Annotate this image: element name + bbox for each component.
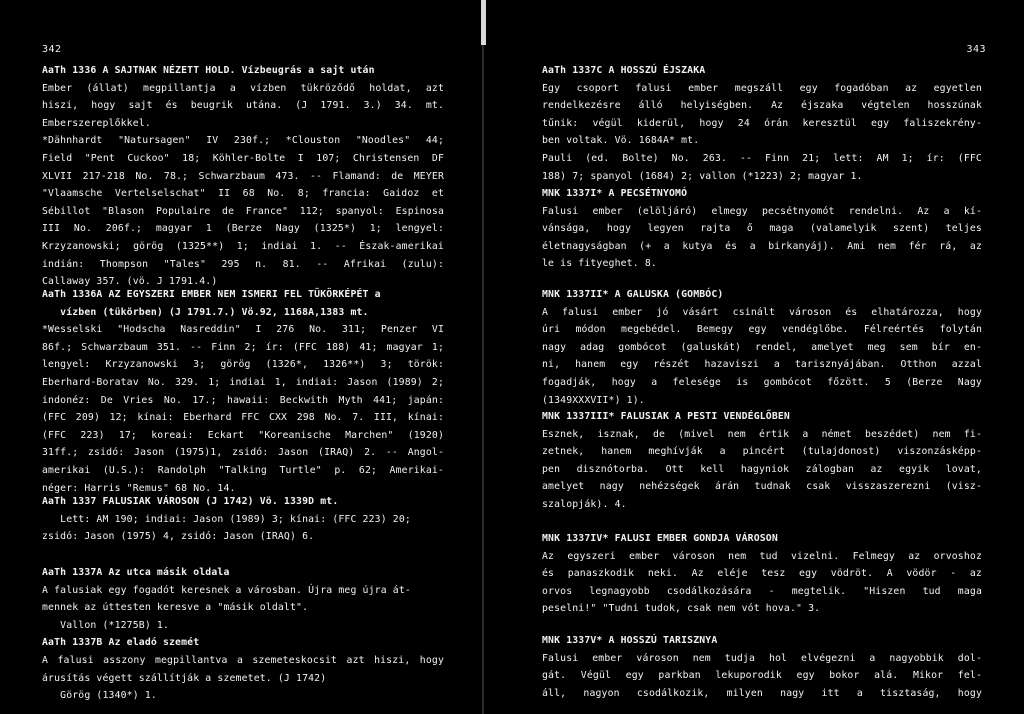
right-entry-2 bbox=[542, 286, 982, 409]
text-line: tűnik: végül kiderül, hogy 24 órán keresztül egy faliszekrény- bbox=[542, 117, 982, 129]
entry-heading: MNK 1337II* A GALUSKA (GOMBÓC) bbox=[542, 289, 724, 300]
right-entry-4 bbox=[542, 530, 982, 618]
entry-heading: AaTh 1337 FALUSIAK VÁROSON (J 1742) Vö. 1339D mt. bbox=[42, 496, 339, 507]
right-page bbox=[487, 0, 1024, 714]
text-line: amerikai (U.S.): Randolph "Talking Turtle" p. 62; Amerikai- bbox=[42, 464, 444, 476]
text-line: 188) 7; spanyol (1684) 2; vallon (*1223) 2; magyar 1. bbox=[542, 170, 863, 182]
text-line: Vallon (*1275B) 1. bbox=[42, 619, 170, 631]
text-line: úri módon megebédel. Bemegy egy vendéglőbe. Félreértés folytán bbox=[542, 324, 982, 336]
text-line: vánsága, hogy legyen rajta ő maga (valamelyik szent) teljes bbox=[542, 223, 982, 235]
page-number-left: 342 bbox=[42, 44, 62, 55]
text-line: (1349XXXVII*) 1). bbox=[542, 394, 645, 406]
text-line: Field "Pent Cuckoo" 18; Köhler-Bolte I 107; Christensen DF bbox=[42, 152, 444, 164]
text-line: életnagyságban (+ a kutya és a birkanyáj). Ami nem fér rá, az bbox=[542, 240, 982, 252]
text-line: (FFC 223) 17; koreai: Eckart "Koreanische Marchen" (1920) bbox=[42, 429, 444, 441]
text-line: A falusi ember jó vásárt csinált városon és elhatározza, hogy bbox=[542, 306, 982, 318]
text-line: Görög (1340*) 1. bbox=[42, 690, 157, 702]
right-entry-1 bbox=[542, 185, 982, 273]
text-line: orvos legnagyobb csodálkozására - megtelik. "Hiszen tud maga bbox=[542, 585, 982, 597]
text-line: XLVII 217-218 No. 78.; Schwarzbaum 473. -- Flamand: de MEYER bbox=[42, 170, 444, 182]
text-line: Sébillot "Blason Populaire de France" 112; spanyol: Espinosa bbox=[42, 205, 444, 217]
text-line: ben voltak. Vö. 1684A* mt. bbox=[542, 135, 700, 147]
text-line: 31ff.; zsidó: Jason (1975)1, zsidó: Jason (IRAQ) 2. -- Angol- bbox=[42, 447, 444, 459]
text-line: Falusi ember városon nem tudja hol elvégezni a nagyobbik dol- bbox=[542, 652, 982, 664]
text-line: le is fityeghet. 8. bbox=[542, 258, 657, 270]
entry-heading: MNK 1337I* A PECSÉTNYOMÓ bbox=[542, 188, 688, 199]
left-entry-3 bbox=[42, 564, 444, 705]
entry-heading: MNK 1337V* A HOSSZÚ TARISZNYA bbox=[542, 635, 718, 646]
text-line: Esznek, isznak, de (mivel nem értik a német beszédet) nem fi- bbox=[542, 428, 982, 440]
text-line: zetnek, hanem meghívják a pincért (tulajdonost) viszonzásképp- bbox=[542, 446, 982, 458]
text-line: A falusi asszony megpillantva a szemeteskocsit azt hiszi, hogy bbox=[42, 654, 444, 666]
text-line: A falusiak egy fogadót keresnek a városban. Újra meg újra át- bbox=[42, 584, 411, 596]
text-line: Lett: AM 190; indiai: Jason (1989) 3; kínai: (FFC 223) 20; bbox=[42, 513, 411, 525]
text-line: és panaszkodik neki. Az eléje tesz egy vödröt. A vödör - az bbox=[542, 568, 982, 580]
text-line: gát. Végül egy parkban lekuporodik egy bokor alá. Mikor fel- bbox=[542, 670, 982, 682]
entry-heading: AaTh 1336 A SAJTNAK NÉZETT HOLD. Vízbeugrás a sajt után bbox=[42, 65, 375, 76]
entry-heading: MNK 1337IV* FALUSI EMBER GONDJA VÁROSON bbox=[542, 533, 778, 544]
entry-heading: MNK 1337III* FALUSIAK A PESTI VENDÉGLŐBEN bbox=[542, 411, 790, 422]
gutter-highlight bbox=[481, 0, 486, 45]
left-entry-1 bbox=[42, 286, 444, 497]
text-line: Az egyszeri ember városon nem tud vizelni. Felmegy az orvoshoz bbox=[542, 550, 982, 562]
right-entry-3 bbox=[542, 408, 982, 514]
entry-heading: AaTh 1337A Az utca másik oldala bbox=[42, 567, 230, 578]
text-line: pen disznótorba. Ott kell hagyniok zálogban az egyik lovat, bbox=[542, 463, 982, 475]
text-line: (FFC 209) 12; kínai: Eberhard FFC CXX 298 No. 7. III, kínai: bbox=[42, 412, 444, 424]
text-line: *Wesselski "Hodscha Nasreddin" I 276 No. 311; Penzer VI bbox=[42, 324, 444, 336]
text-line: Emberszereplőkkel. bbox=[42, 117, 151, 129]
text-line: árusítás végett szállítják a szemetet. (J 1742) bbox=[42, 672, 327, 684]
text-line: Ember (állat) megpillantja a vízben tükröződő holdat, azt bbox=[42, 82, 444, 94]
text-line: rendelkezésre álló helyiségben. Az éjszaka végtelen hosszúnak bbox=[542, 100, 982, 112]
left-entry-2 bbox=[42, 493, 444, 546]
text-line: zsidó: Jason (1975) 4, zsidó: Jason (IRAQ) 6. bbox=[42, 531, 315, 543]
text-line: Egy csoport falusi ember megszáll egy fogadóban az egyetlen bbox=[542, 82, 982, 94]
text-line: indonéz: De Vries No. 17.; hawaii: Beckwith Myth 441; japán: bbox=[42, 394, 444, 406]
entry-heading: AaTh 1337B Az eladó szemét bbox=[42, 637, 200, 649]
text-line: mennek az úttesten keresve a "másik oldalt". bbox=[42, 602, 309, 614]
text-line: Falusi ember (elöljáró) elmegy pecsétnyomót rendelni. Az a kí- bbox=[542, 205, 982, 217]
text-line: Pauli (ed. Bolte) No. 263. -- Finn 21; lett: AM 1; ír: (FFC bbox=[542, 152, 982, 164]
text-line: ni, hanem egy részét hazaviszi a tarisznyájában. Otthon azzal bbox=[542, 359, 982, 371]
entry-heading: vízben (tükörben) (J 1791.7.) Vö.92, 1168A,1383 mt. bbox=[42, 306, 369, 318]
page-number-right: 343 bbox=[966, 44, 986, 55]
text-line: hiszi, hogy sajt és beugrik utána. (J 1791. 3.) 34. mt. bbox=[42, 100, 444, 112]
text-line: *Dähnhardt "Natursagen" IV 230f.; *Clouston "Noodles" 44; bbox=[42, 135, 444, 147]
text-line: III No. 206f.; magyar 1 (Berze Nagy (1325*) 1; lengyel: bbox=[42, 223, 444, 235]
text-line: Callaway 357. (vö. J 1791.4.) bbox=[42, 276, 218, 288]
text-line: amelyet nagy nehézségek árán tudnak csak visszaszerezni (visz- bbox=[542, 481, 982, 493]
text-line: Eberhard-Boratav No. 329. 1; indiai 1, indiai: Jason (1989) 2; bbox=[42, 376, 444, 388]
entry-heading: AaTh 1337C A HOSSZÚ ÉJSZAKA bbox=[542, 65, 706, 76]
text-line: nagy adag gombócot (galuskát) rendel, amelyet meg sem bír en- bbox=[542, 341, 982, 353]
right-entry-0 bbox=[542, 62, 982, 185]
left-page bbox=[0, 0, 480, 714]
text-line: lengyel: Krzyzanowski 3; görög (1326*, 1326**) 3; török: bbox=[42, 359, 444, 371]
left-entry-0 bbox=[42, 62, 444, 291]
text-line: fogadják, hogy a felesége is gombócot főzött. 5 (Berze Nagy bbox=[542, 376, 982, 388]
text-line: áll, nagyon csodálkozik, milyen nagy itt a tisztaság, hogy bbox=[542, 687, 982, 699]
entry-heading: AaTh 1336A AZ EGYSZERI EMBER NEM ISMERI FEL TÜKÖRKÉPÉT a bbox=[42, 289, 381, 300]
text-line: 86f.; Schwarzbaum 351. -- Finn 2; ír: (FFC 188) 41; magyar 1; bbox=[42, 341, 444, 353]
text-line: szalopják). 4. bbox=[542, 498, 627, 510]
right-entry-5 bbox=[542, 632, 982, 702]
text-line: peselni!" "Tudni tudok, csak nem vót hova." 3. bbox=[542, 603, 821, 615]
text-line: indián: Thompson "Tales" 295 n. 81. -- Afrikai (zulu): bbox=[42, 258, 444, 270]
gutter-line bbox=[482, 45, 484, 714]
text-line: "Vlaamsche Vertelselschat" II 68 No. 8; francia: Gaidoz et bbox=[42, 188, 444, 200]
text-line: néger: Harris "Remus" 68 No. 14. bbox=[42, 482, 236, 494]
text-line: Krzyzanowski; görög (1325**) 1; indiai 1. -- Észak-amerikai bbox=[42, 240, 444, 252]
